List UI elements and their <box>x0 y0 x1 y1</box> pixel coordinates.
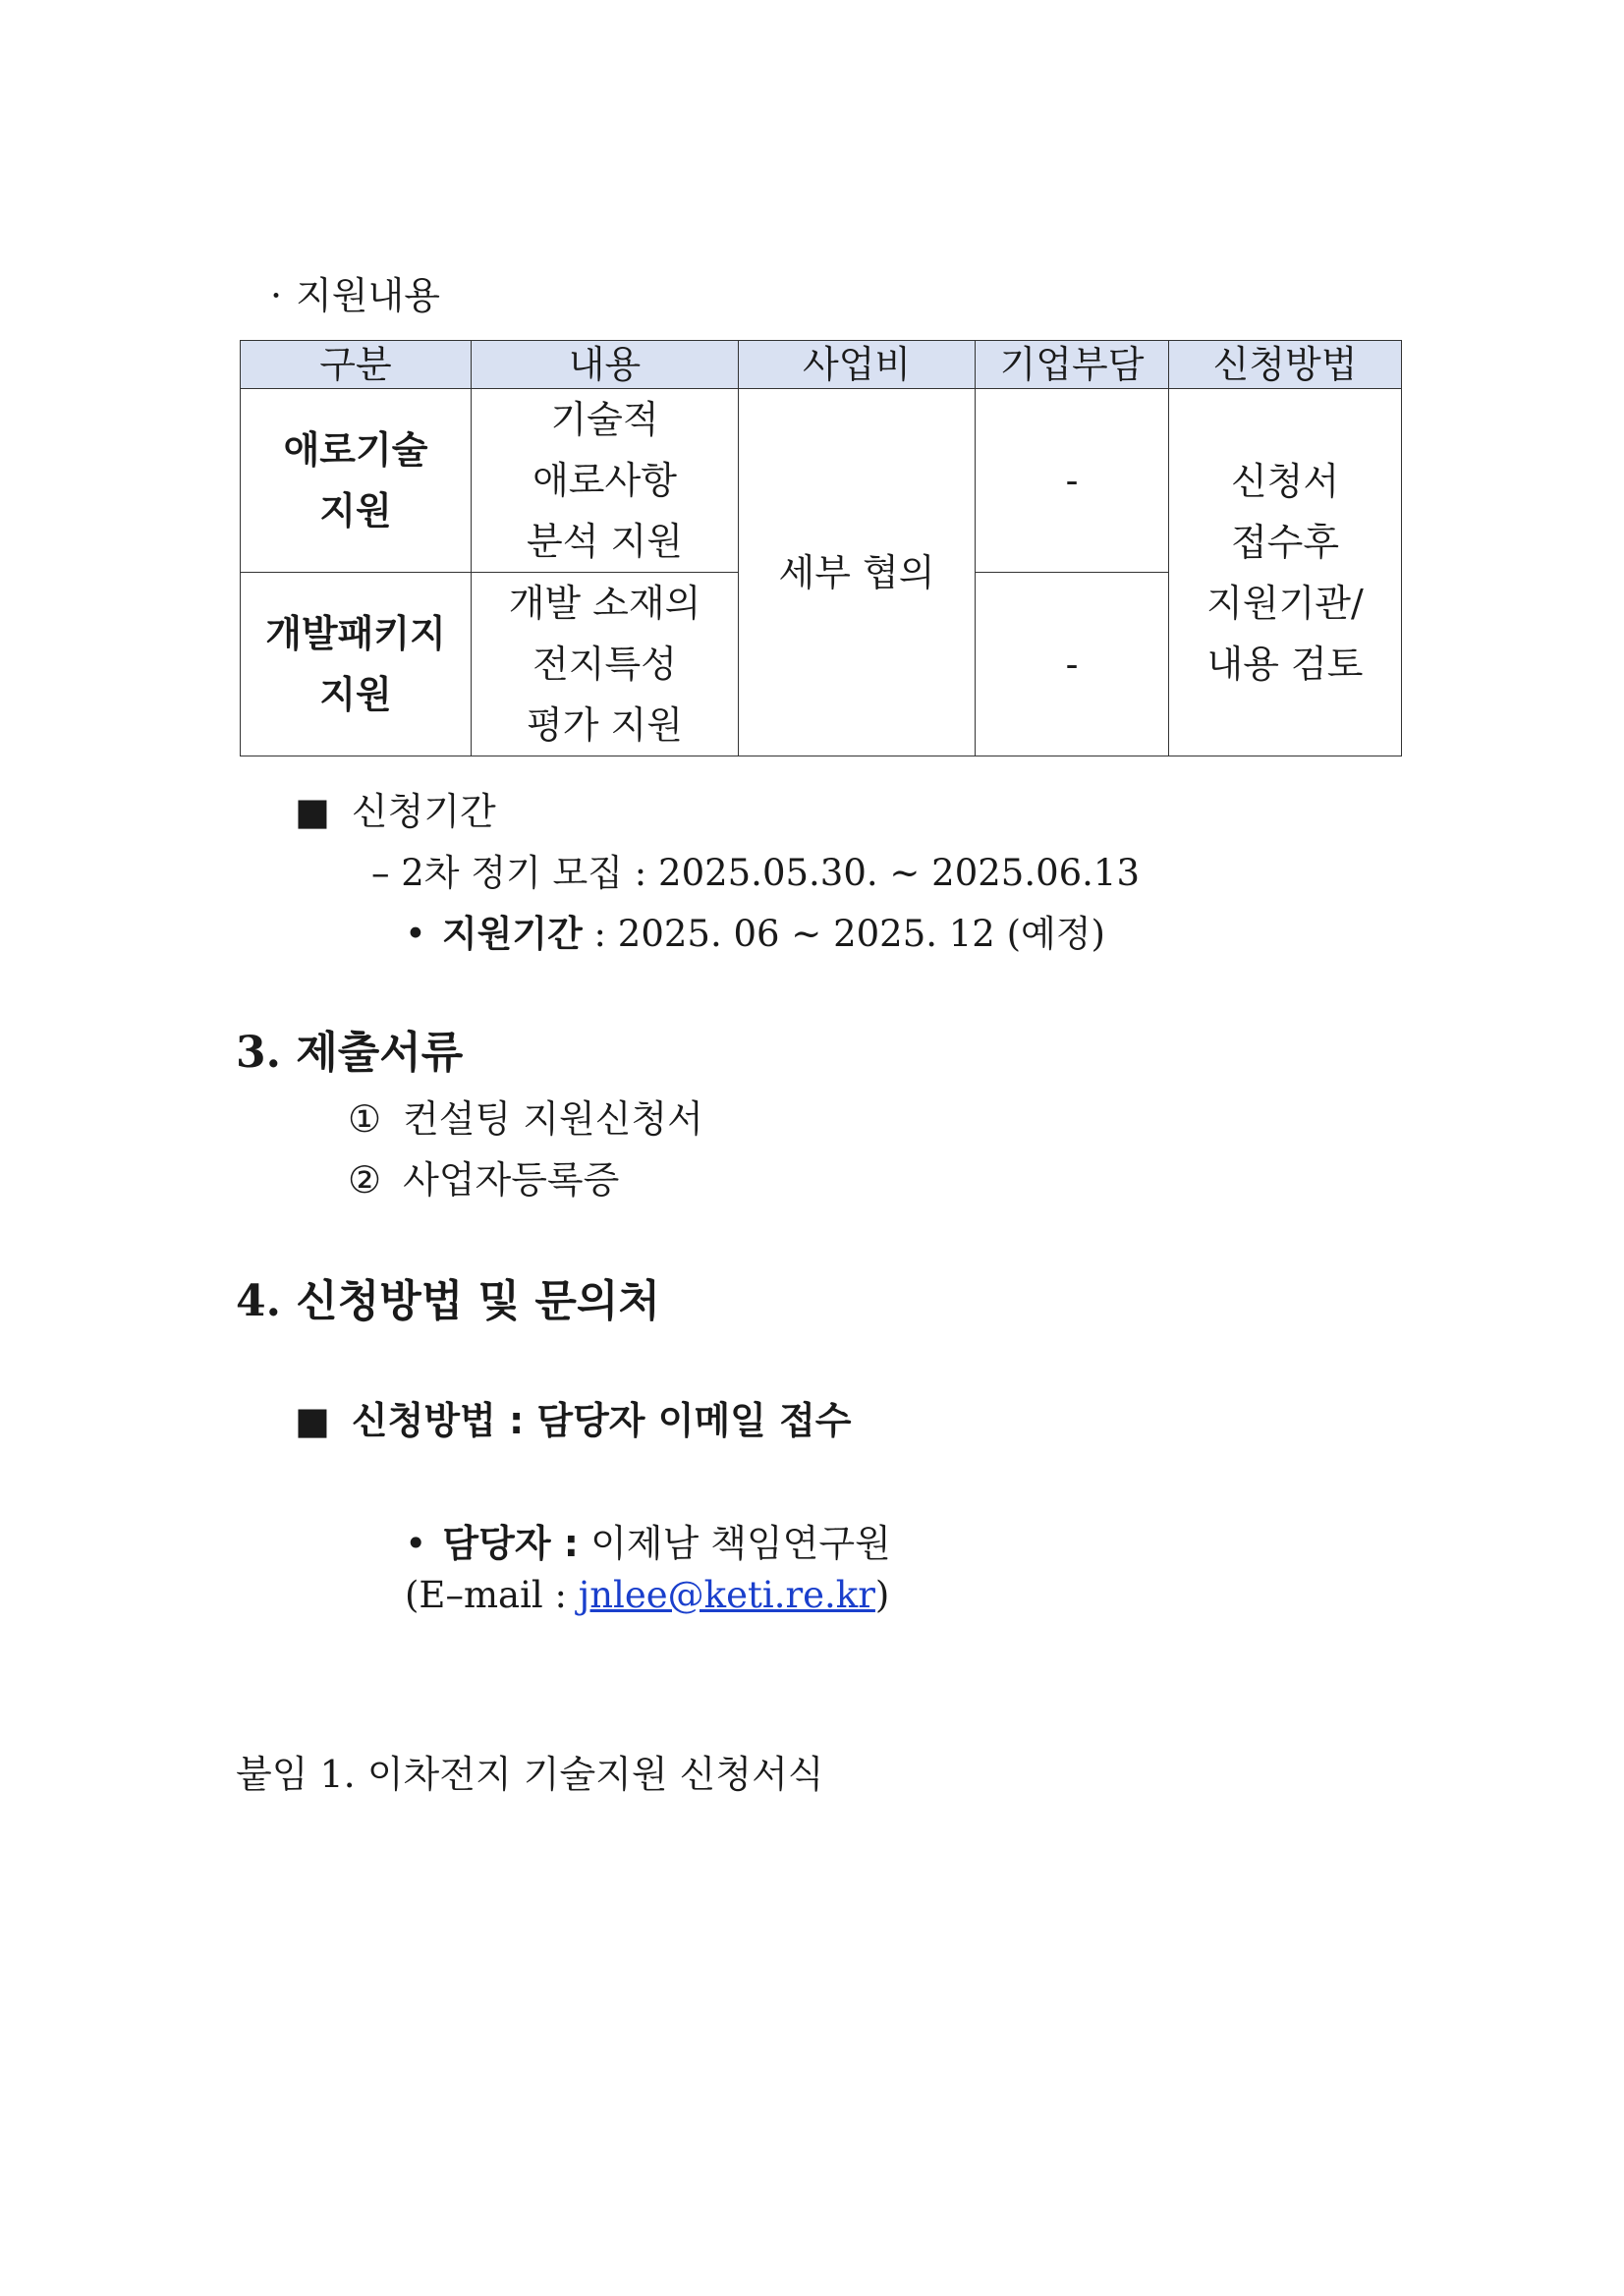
header-category: 구분 <box>241 341 472 389</box>
header-method: 신청방법 <box>1169 341 1402 389</box>
application-period-heading <box>295 781 496 835</box>
list-item <box>348 1089 703 1143</box>
support-period-value: : 2025. 06 ~ 2025. 12 (예정) <box>582 913 1105 955</box>
header-burden: 기업부담 <box>976 341 1169 389</box>
row-category: 개발패키지 지원 <box>241 573 472 756</box>
application-period-title: 신청기간 <box>351 790 496 833</box>
document-name: 컨설팅 지원신청서 <box>403 1097 703 1141</box>
document-name: 사업자등록증 <box>403 1158 620 1202</box>
bullet-icon: • <box>405 913 426 955</box>
table-header-row <box>241 341 1402 389</box>
apply-heading: 4. 신청방법 및 문의처 <box>236 1276 660 1326</box>
method-cell: 신청서 접수후 지원기관/ 내용 검토 <box>1169 389 1402 756</box>
email-link[interactable]: jnlee@keti.re.kr <box>578 1574 875 1616</box>
support-table <box>240 340 1402 756</box>
contact-label: 담당자 : <box>442 1522 579 1565</box>
attachment-note: 붙임 1. 이차전지 기술지원 신청서식 <box>236 1753 824 1796</box>
support-period-label: 지원기간 <box>441 913 583 955</box>
email-suffix: ) <box>874 1574 890 1616</box>
circled-number: ② <box>348 1158 382 1202</box>
apply-method-text: 신청방법 : 담당자 이메일 접수 <box>351 1399 852 1442</box>
support-content-title: 지원내용 <box>296 274 440 317</box>
circled-number: ① <box>348 1097 382 1141</box>
row-category: 애로기술 지원 <box>241 389 472 573</box>
support-period <box>405 904 1105 957</box>
square-bullet-icon: ■ <box>295 790 330 833</box>
apply-method <box>295 1390 852 1444</box>
middle-dot-bullet: · <box>270 274 283 317</box>
contact-value: 이제남 책임연구원 <box>578 1522 891 1565</box>
contact-person <box>405 1513 891 1567</box>
row-burden: - <box>976 573 1169 756</box>
bullet-icon: • <box>405 1522 427 1565</box>
documents-heading: 3. 제출서류 <box>236 1028 464 1078</box>
row-content: 개발 소재의 전지특성 평가 지원 <box>472 573 739 756</box>
list-item <box>348 1149 619 1204</box>
header-content: 내용 <box>472 341 739 389</box>
row-content: 기술적 애로사항 분석 지원 <box>472 389 739 573</box>
email-prefix: (E–mail : <box>405 1574 579 1616</box>
row-burden: - <box>976 389 1169 573</box>
table-row <box>241 389 1402 573</box>
square-bullet-icon: ■ <box>295 1399 330 1442</box>
support-content-heading <box>270 265 440 319</box>
recruit-period: – 2차 정기 모집 : 2025.05.30. ~ 2025.06.13 <box>371 852 1141 894</box>
email-line <box>405 1574 889 1616</box>
header-cost: 사업비 <box>739 341 976 389</box>
cost-cell: 세부 협의 <box>739 389 976 756</box>
